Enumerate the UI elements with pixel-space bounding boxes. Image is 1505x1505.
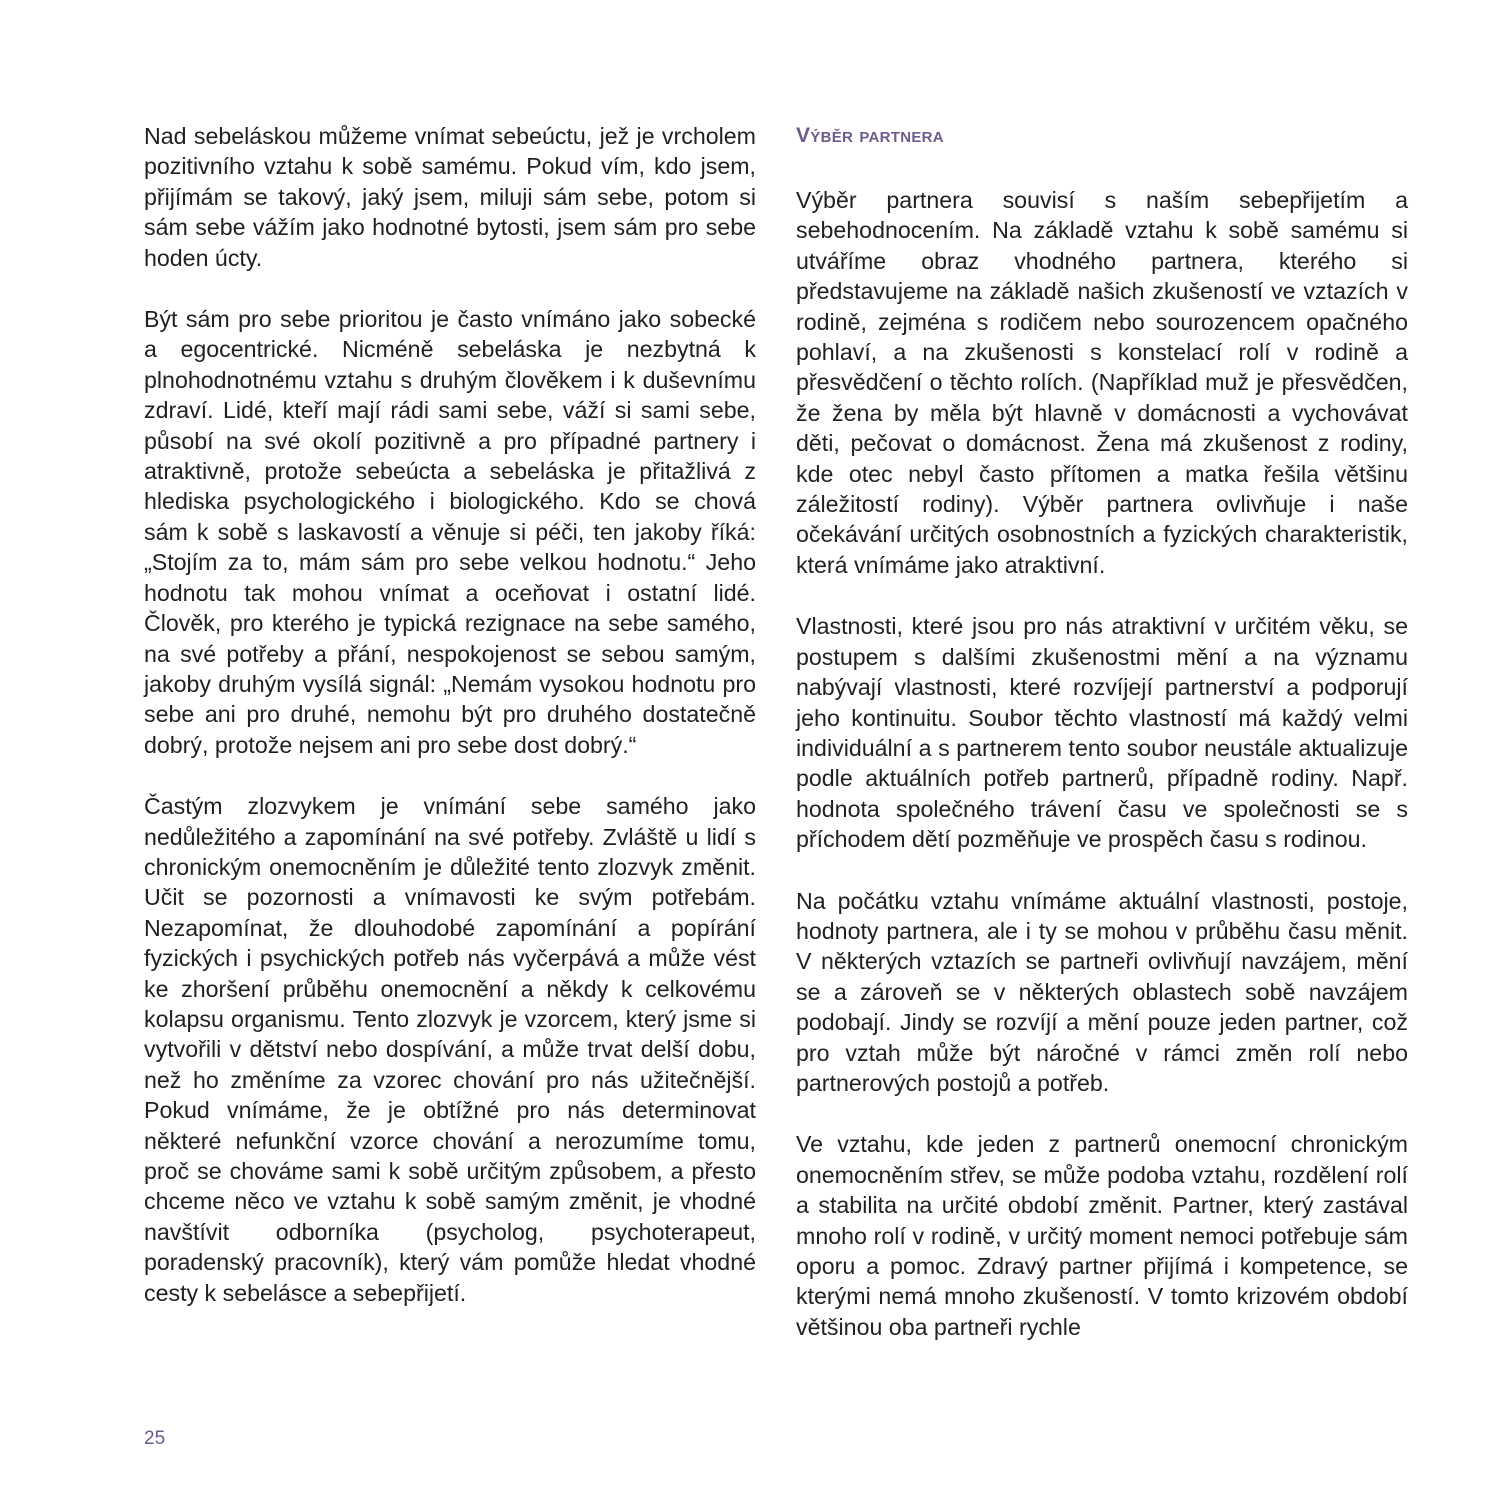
right-column — [796, 121, 1408, 1373]
paragraph: Být sám pro sebe prioritou je často vnímáno jako sobecké a egocentrické. Nicméně sebeláska je nezbytná k plnohodnotnému vztahu s druhým člověkem i k duševnímu zdraví. Lidé, kteří mají rádi sami sebe, váží si sami sebe, působí na své okolí pozitivně a pro případné partnery i atraktivně, protože sebeúcta a sebeláska je přitažlivá z hlediska psychologického i biologického. Kdo se chová sám k sobě s laskavostí a věnuje si péči, ten jakoby říká: „Stojím za to, mám sám pro sebe velkou hodnotu.“ Jeho hodnotu tak mohou vnímat a oceňovat i ostatní lidé. Člověk, pro kterého je typická rezignace na sebe samého, na své potřeby a přání, nespokojenost se sebou samým, jakoby druhým vysílá signál: „Nemám vysokou hodnotu pro sebe ani pro druhé, nemohu být pro druhého dostatečně dobrý, protože nejsem ani pro sebe dost dobrý.“ — [144, 306, 756, 758]
left-column — [144, 121, 756, 1339]
paragraph: Výběr partnera souvisí s naším sebepřijetím a sebehodnocením. Na základě vztahu k sobě samému si utváříme obraz vhodného partnera, kterého si představujeme na základě našich zkušeností ve vztazích v rodině, zejména s rodičem nebo sourozencem opačného pohlaví, a na zkušenosti s konstelací rolí v rodině a přesvědčení o těchto rolích. (Například muž je přesvědčen, že žena by měla být hlavně v domácnosti a vychovávat děti, pečovat o domácnost. Žena má zkušenost z rodiny, kde otec nebyl často přítomen a matka řešila většinu záležitostí rodiny). Výběr partnera ovlivňuje i naše očekávání určitých osobnostních a fyzických charakteristik, která vnímáme jako atraktivní. — [796, 187, 1408, 578]
section-heading: Výběr partnera — [796, 124, 944, 147]
paragraph: Ve vztahu, kde jeden z partnerů onemocní chronickým onemocněním střev, se může podoba vztahu, rozdělení rolí a stabilita na určité období změnit. Partner, který zastával mnoho rolí v rodině, v určitý moment nemoci potřebuje sám oporu a pomoc. Zdravý partner přijímá i kompetence, se kterými nemá mnoho zkušeností. V tomto krizovém období většinou oba partneři rychle — [796, 1131, 1408, 1340]
paragraph: Vlastnosti, které jsou pro nás atraktivní v určitém věku, se postupem s dalšími zkušenostmi mění a na významu nabývají vlastnosti, které rozvíjejí partnerství a podporují jeho kontinuitu. Soubor těchto vlastností má každý velmi individuální a s partnerem tento soubor neustále aktualizuje podle aktuálních potřeb partnerů, případně rodiny. Např. hodnota společného trávení času ve společnosti se s příchodem dětí pozměňuje ve prospěch času s rodinou. — [796, 613, 1408, 853]
page-number: 25 — [144, 1428, 166, 1449]
paragraph: Nad sebeláskou můžeme vnímat sebeúctu, jež je vrcholem pozitivního vztahu k sobě samému. Pokud vím, kdo jsem, přijímám se takový, jaký jsem, miluji sám sebe, potom si sám sebe vážím jako hodnotné bytosti, jsem sám pro sebe hoden úcty. — [144, 123, 756, 271]
paragraph: Častým zlozvykem je vnímání sebe samého jako nedůležitého a zapomínání na své potřeby. Zvláště u lidí s chronickým onemocněním je důležité tento zlozvyk změnit. Učit se pozornosti a vnímavosti ke svým potřebám. Nezapomínat, že dlouhodobé zapomínání a popírání fyzických i psychických potřeb nás vyčerpává a může vést ke zhoršení průběhu onemocnění a někdy k celkovému kolapsu organismu. Tento zlozvyk je vzorcem, který jsme si vytvořili v dětství nebo dospívání, a může trvat delší dobu, než ho změníme za vzorec chování pro nás užitečnější. Pokud vnímáme, že je obtížné pro nás determinovat některé nefunkční vzorce chování a nerozumíme tomu, proč se chováme sami k sobě určitým způsobem, a přesto chceme něco ve vztahu k sobě samým změnit, je vhodné navštívit odborníka (psycholog, psychoterapeut, poradenský pracovník), který vám pomůže hledat vhodné cesty k sebelásce a sebepřijetí. — [144, 793, 756, 1306]
paragraph: Na počátku vztahu vnímáme aktuální vlastnosti, postoje, hodnoty partnera, ale i ty se mohou v průběhu času měnit. V některých vztazích se partneři ovlivňují navzájem, mění se a zároveň se v některých oblastech sobě navzájem podobají. Jindy se rozvíjí a mění pouze jeden partner, což pro vztah může být náročné v rámci změn rolí nebo partnerových postojů a potřeb. — [796, 887, 1408, 1096]
